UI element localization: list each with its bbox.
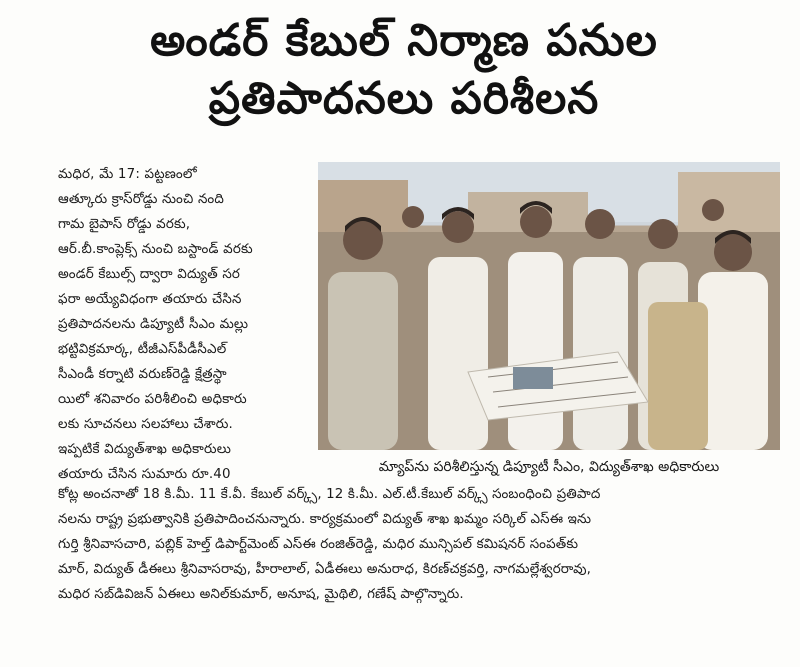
headline-line-2: ప్రతిపాదనలు పరిశీలన bbox=[208, 73, 600, 124]
body-line: గుర్తి శ్రీనివాసచారి, పబ్లిక్ హెల్త్ డిపార్ట్‌మెంట్ ఎస్‌ఈ రంజిత్‌రెడ్డి, మధిర మున్సిపల్ కమిషనర్ సంపత్‌కు bbox=[58, 537, 579, 552]
column-line: యిలో శనివారం పరిశీలించి అధికారు bbox=[58, 392, 247, 407]
photo-caption: మ్యాప్‌ను పరిశీలిస్తున్న డిప్యూటీ సీఎం, విద్యుత్‌శాఖ అధికారులు bbox=[378, 459, 720, 475]
photo-illustration bbox=[318, 162, 780, 450]
news-clipping bbox=[28, 12, 780, 660]
article-column-text bbox=[58, 162, 313, 487]
column-line: తయారు చేసిన సుమారు రూ.40 bbox=[58, 467, 231, 482]
column-line: లకు సూచనలు సలహాలు చేశారు. bbox=[58, 417, 234, 432]
article-body-full-width bbox=[58, 482, 780, 607]
body-line: మధిర సబ్‌డివిజన్ ఏఈలు అనిల్‌కుమార్, అనూష, మైథిలి, గణేష్ పాల్గొన్నారు. bbox=[58, 587, 464, 602]
column-line: ఆత్కూరు క్రాస్‌రోడ్డు నుంచి నంది bbox=[58, 192, 224, 207]
column-line: భట్టివిక్రమార్క, టీజీఎస్‌పీడీసీఎల్ bbox=[58, 342, 227, 357]
column-line: అండర్ కేబుల్స్ ద్వారా విద్యుత్ సర bbox=[58, 267, 241, 282]
column-line: ఇప్పటికే విద్యుత్‌శాఖ అధికారులు bbox=[58, 442, 232, 457]
column-line: మధిర, మే 17: పట్టణంలో bbox=[58, 167, 197, 182]
body-line: కోట్ల అంచనాతో 18 కి.మీ. 11 కే.వీ. కేబుల్ వర్క్స్, 12 కి.మీ. ఎల్.టీ.కేబుల్ వర్క్స్ సంబంధించి ప్రతిపాద bbox=[58, 487, 601, 502]
column-line: గామ బైపాస్ రోడ్డు వరకు, bbox=[58, 217, 191, 232]
body-line: మార్, విద్యుత్ డీఈలు శ్రీనివాసరావు, హీరాలాల్, ఏడీఈలు అనురాధ, కిరణ్‌చక్రవర్తి, నాగమల్లేశ్వరరావు, bbox=[58, 562, 592, 577]
column-line: ఫరా అయ్యేవిధంగా తయారు చేసిన bbox=[58, 292, 242, 307]
headline-line-1: అండర్ కేబుల్ నిర్మాణ పనుల bbox=[150, 15, 658, 66]
headline bbox=[28, 12, 780, 128]
column-line: సీఎండీ కర్నాటి వరుణ్‌రెడ్డి క్షేత్రస్థా bbox=[58, 367, 227, 382]
body-line: నలను రాష్ట్ర ప్రభుత్వానికి ప్రతిపాదించనున్నారు. కార్యక్రమంలో విద్యుత్ శాఖ ఖమ్మం సర్కిల్ ఎస్‌ఈ ఇను bbox=[58, 512, 592, 527]
column-line: ప్రతిపాదనలను డిప్యూటీ సీఎం మల్లు bbox=[58, 317, 249, 332]
column-line: ఆర్.బీ.కాంప్లెక్స్ నుంచి బస్టాండ్ వరకు bbox=[58, 242, 253, 257]
news-photo bbox=[318, 162, 780, 450]
